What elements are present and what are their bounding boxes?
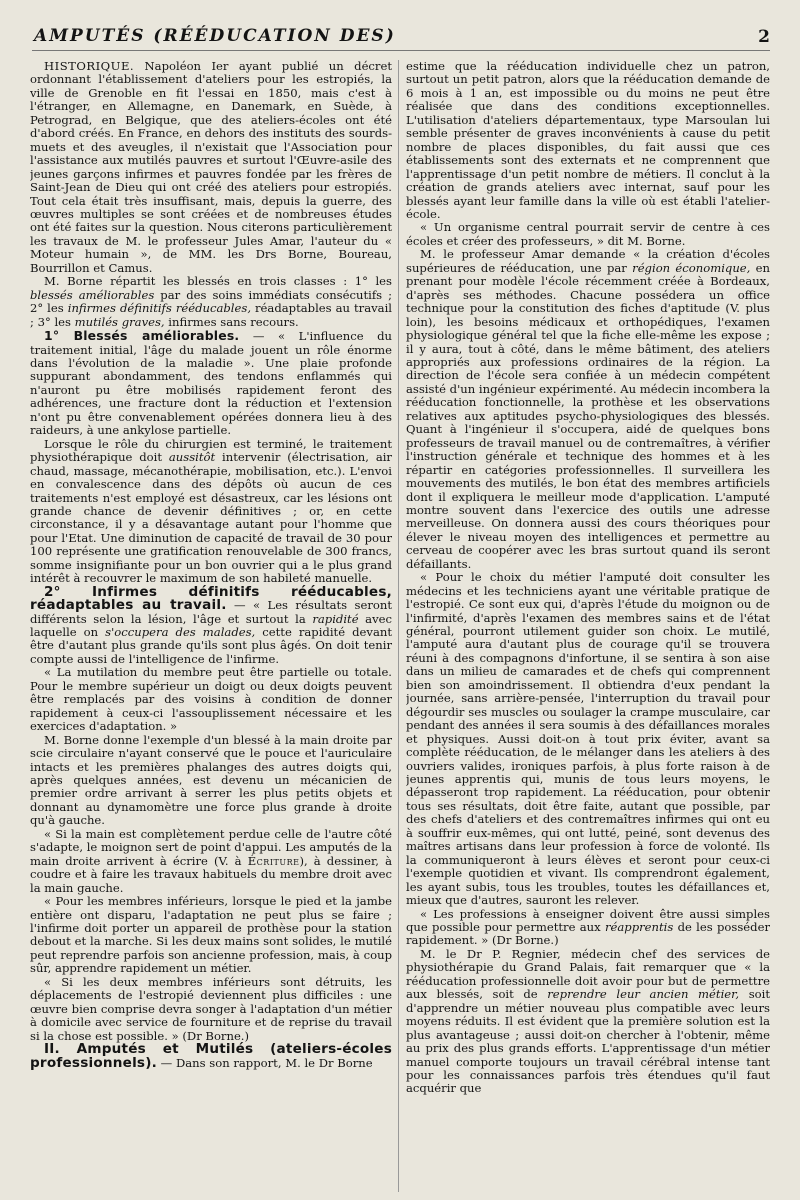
paragraph-choix-metier: « Pour le choix du métier l'amputé doit consulter les médecins et les techniciens ayant une véritable pratique de l'estropié. Ce sont eux qui, d'après l'étude du moignon ou de l'infirmité, d'après l'examen des membres sains et de l'état général, pourront utilement guider son choix. Le mutilé, l'amputé aura d'autant plus de courage qu'il se trouvera réuni à des compagnons d'infortune, il se sentira à son aise dans un milieu de camarades et de chefs qui comprennent bien son amoindrissement. Il obtiendra d'eux pendant la journée, sans arrière-pensée, l'interruption du travail pour dégourdir ses muscles ou soulager la crampe musculaire, car pendant des années il sera soumis à des défaillances morales et physiques. Aussi doit-on à tout prix éviter, avant sa complète rééducation, de le mélanger dans les ateliers à des ouvriers valides, ironiques parfois, à plus forte raison à de jeunes apprentis qui, munis de tous leurs moyens, le dépasseront trop rapidement. La rééducation, pour obtenir tous ses résultats, doit être faite, autant que possible, par des chefs d'ateliers et des contremaîtres infirmes qui ont eu à souffrir eux-mêmes, qui ont lutté, peiné, sont devenus des maîtres artisans dans leur profession à force de volonté. Ils la communiqueront à leurs élèves et seront pour ceux-ci l'exemple quotidien et vivant. Ils comprendront également, les ayant subis, tous les troubles, toutes les défaillances et, mieux que d'autres, sauront les relever. xyxy=(406,570,770,908)
historique-text: Napoléon Ier ayant publié un décret ordonnant l'établissement d'ateliers pour les estropiés, la ville de Grenoble en fit l'essai en 1850, mais c'est à l'étranger, en Allemagne, en Danemark, en Suède, à Petrograd, en Belgique, que des ateliers-écoles ont été d'abord créés. En France, en dehors des instituts des sourds-muets et des aveugles, il n'existait que l'Association pour l'assistance aux mutilés pauvres et surtout l'Œuvre-asile des jeunes garçons infirmes et pauvres fondée par les frères de Saint-Jean de Dieu qui ont créé des ateliers pour estropiés. Tout cela était très insuffisant, mais, depuis la guerre, des œuvres multiples se sont créées et de nombreuses études ont été faites sur la question. Nous citerons particulièrement les travaux de M. le professeur Jules Amar, l'auteur du « Moteur humain », de MM. les Drs Borne, Boureau, Bourrillon et Camus. xyxy=(30,60,392,275)
paragraph-membres-inferieurs: « Pour les membres inférieurs, lorsque le pied et la jambe entière ont disparu, l'adaptation ne peut plus se faire ; l'infirme doit porter un appareil de prothèse pour la station debout et la marche. Si les deux mains sont solides, le mutilé peut reprendre parfois son ancienne profession, mais, à coup sûr, apprendre rapidement un métier. xyxy=(30,894,392,976)
italic-term: s'occupera des malades, xyxy=(105,625,256,640)
historique-label: HISTORIQUE. xyxy=(44,60,135,73)
italic-term: région économique, xyxy=(632,260,751,275)
text-run: avec laquelle on xyxy=(30,611,392,640)
section-heading-2: 2° Infirmes définitifs rééducables, réadaptables au travail. xyxy=(30,583,392,614)
text-run: intervenir (électrisation, air chaud, massage, mécanothérapie, mobilisation, etc.). L'envoi en convalescence dans des dépôts où aucun de ces traitements n'est employé est désastreux, car les lésions ont grande chance de devenir définitives ; or, en cette circonstance, il y a désavantage autant pour l'homme que pour l'Etat. Une diminution de capacité de travail de 30 pour 100 représente une gratification renouvelable de 300 francs, somme insignifiante pour un bon ouvrier qui a le plus grand intérêt à recouvrer le maximum de son habileté manuelle. xyxy=(30,450,392,586)
text-run: « Si la main est complètement perdue celle de l'autre côté s'adapte, le moignon sert de point d'appui. Les amputés de la main droite arrivent à écrire (V. à xyxy=(30,826,392,868)
text-run: en prenant pour modèle l'école récemment créée à Bordeaux, d'après ses méthodes. Chacune possédera un office technique pour la constitution des fiches d'aptitude (V. plus loin), les besoins médicaux et orthopédiques, l'examen physiologique général tel que la fiche elle-même les expose ; il y aura, tout à côté, dans le même bâtiment, des ateliers appropriés aux professions ordinaires de la région. La direction de l'école sera confiée à un médecin compétent assisté d'un ingénieur expérimenté. Au médecin incombera la rééducation fonctionnelle, la prothèse et les observations relatives aux aptitudes psycho-physiologiques des blessés. Quant à l'ingénieur il s'occupera, aidé de quelques bons professeurs de travail manuel ou de contremaîtres, à vérifier l'instruction générale et technique des hommes et à les répartir en catégories professionnelles. Il surveillera les mouvements des mutilés, le bon état des membres artificiels dont il expliquera le meilleur mode d'application. L'amputé montre souvent dans l'exercice des outils une adresse merveilleuse. On donnera aussi des cours théoriques pour élever le niveau moyen des intelligences et permettre au cerveau de coopérer avec les bras surtout quand ils seront défaillants. xyxy=(406,260,770,571)
text-run: ), à dessiner, à coudre et à faire les travaux habituels du membre droit avec la main gauche. xyxy=(30,853,392,895)
italic-term: rapidité xyxy=(312,611,359,626)
paragraph-historique xyxy=(30,60,392,275)
paragraph-amar xyxy=(406,248,770,571)
text-run: soit d'apprendre un métier nouveau plus compatible avec leurs moyens réduits. Il est évident que la première solution est la plus avantageuse ; aussi doit-on chercher à l'obtenir, même au prix des plus grands efforts. L'apprentissage d'un métier manuel comporte toujours un travail cérébral intense tant pour les connaissances parfois très étendues qu'il faut acquérir que xyxy=(406,987,770,1096)
text-run: M. Borne répartit les blessés en trois classes : 1° les xyxy=(44,274,392,289)
text-run: par des soins immédiats consécutifs ; 2° les xyxy=(30,287,392,316)
text-run: « Les professions à enseigner doivent être aussi simples que possible pour permettre aux xyxy=(406,906,770,934)
section-heading-3: II. Amputés et Mutilés (ateliers-écoles professionnels). xyxy=(30,1041,392,1071)
text-run: de les posséder rapidement. » (Dr Borne.) xyxy=(406,920,770,948)
page-number: 2 xyxy=(758,27,770,47)
paragraph-main-perdue xyxy=(30,828,392,895)
text-run: M. le professeur Amar demande « la création d'écoles supérieures de rééducation, une par xyxy=(406,247,770,275)
paragraph-mutilation: « La mutilation du membre peut être partielle ou totale. Pour le membre supérieur un doigt ou deux doigts peuvent être remplacés par des voisins à condition de donner rapidement à ceux-ci l'assouplissement nécessaire et les exercices d'adaptation. » xyxy=(30,665,392,734)
paragraph-exemple: M. Borne donne l'exemple d'un blessé à la main droite par scie circulaire n'ayant conservé que le pouce et l'auriculaire intacts et les premières phalanges des autres doigts qui, après quelques années, est devenu un mécanicien de premier ordre arrivant à serrer les plus petits objets et donnant au dynamomètre une force plus grande à droite qu'à gauche. xyxy=(30,732,392,828)
paragraph-organisme: « Un organisme central pourrait servir de centre à ces écoles et créer des professeurs, » dit M. Borne. xyxy=(406,220,770,248)
text-run: réadaptables au travail ; 3° les xyxy=(30,301,392,329)
header-rule xyxy=(32,50,770,51)
paragraph-estime: estime que la rééducation individuelle chez un patron, surtout un petit patron, alors que la rééducation demande de 6 mois à 1 an, est impossible ou du moins ne peut être réalisée que dans des conditions exceptionnelles. L'utilisation d'ateliers départementaux, type Marsoulan lui semble présenter de graves inconvénients à cause du petit nombre de places disponibles, du fait aussi que ces établissements sont des externats et ne comprennent que l'apprentissage d'un petit nombre de métiers. Il conclut à la création de grands ateliers avec internat, sauf pour les blessés ayant leur famille dans la ville où est établi l'atelier-école. xyxy=(406,60,770,221)
text-run: — « L'influence du traitement initial, l'âge du malade jouent un rôle énorme dans l'évolution de la maladie ». Une plaie profonde suppurant abondamment, des tendons enflammés qui n'auront pu être mobilisés rapidement feront des adhérences, une fracture dont la réduction et l'extension n'ont pu être convenablement opérées donnera lieu à des raideurs, à une ankylose partielle. xyxy=(30,329,392,438)
italic-term: réapprentis xyxy=(604,920,674,934)
italic-term: mutilés graves, xyxy=(74,314,165,329)
text-run: M. le Dr P. Regnier, médecin chef des services de physiothérapie du Grand Palais, fait remarquer que « la rééducation professionnelle doit avoir pour but de permettre aux blessés, soit de xyxy=(406,946,770,1002)
left-column xyxy=(30,60,392,1194)
italic-term: reprendre leur ancien métier, xyxy=(547,987,740,1002)
paragraph-professions xyxy=(406,908,770,948)
section-heading-1: 1° Blessés améliorables. xyxy=(44,328,240,344)
column-divider xyxy=(398,60,399,1192)
running-head: AMPUTÉS (RÉÉDUCATION DES) xyxy=(34,26,396,46)
paragraph-classes xyxy=(30,275,392,329)
text-run: infirmes sans recours. xyxy=(164,314,299,329)
text-run: — « Les résultats seront différents selon la lésion, l'âge et surtout la xyxy=(30,598,392,626)
text-run: — Dans son rapport, M. le Dr Borne xyxy=(157,1055,373,1070)
paragraph-blesses-ameliorables xyxy=(30,329,392,438)
paragraph-role-chirurgien xyxy=(30,438,392,586)
italic-term: infirmes définitifs rééducables, xyxy=(67,301,251,316)
text-run: Lorsque le rôle du chirurgien est terminé, le traitement physiothérapique doit xyxy=(30,436,392,465)
italic-term: aussitôt xyxy=(168,450,216,465)
paragraph-membres-detruits: « Si les deux membres inférieurs sont détruits, les déplacements de l'estropié deviennent plus difficiles : une œuvre bien comprise devra songer à l'adaptation d'un métier à domicile avec service de fourniture et de reprise du travail si la chose est possible. » (Dr Borne.) xyxy=(30,974,392,1043)
text-run: cette rapidité devant être d'autant plus grande qu'ils sont plus âgés. On doit tenir compte aussi de l'intelligence de l'infirme. xyxy=(30,625,392,666)
paragraph-infirmes-definitifs xyxy=(30,583,392,667)
italic-term: blessés améliorables xyxy=(30,287,155,302)
paragraph-amputes-mutiles xyxy=(30,1043,392,1070)
paragraph-regnier xyxy=(406,948,770,1096)
right-column xyxy=(406,60,770,1194)
cross-reference: Écriture xyxy=(247,853,300,868)
